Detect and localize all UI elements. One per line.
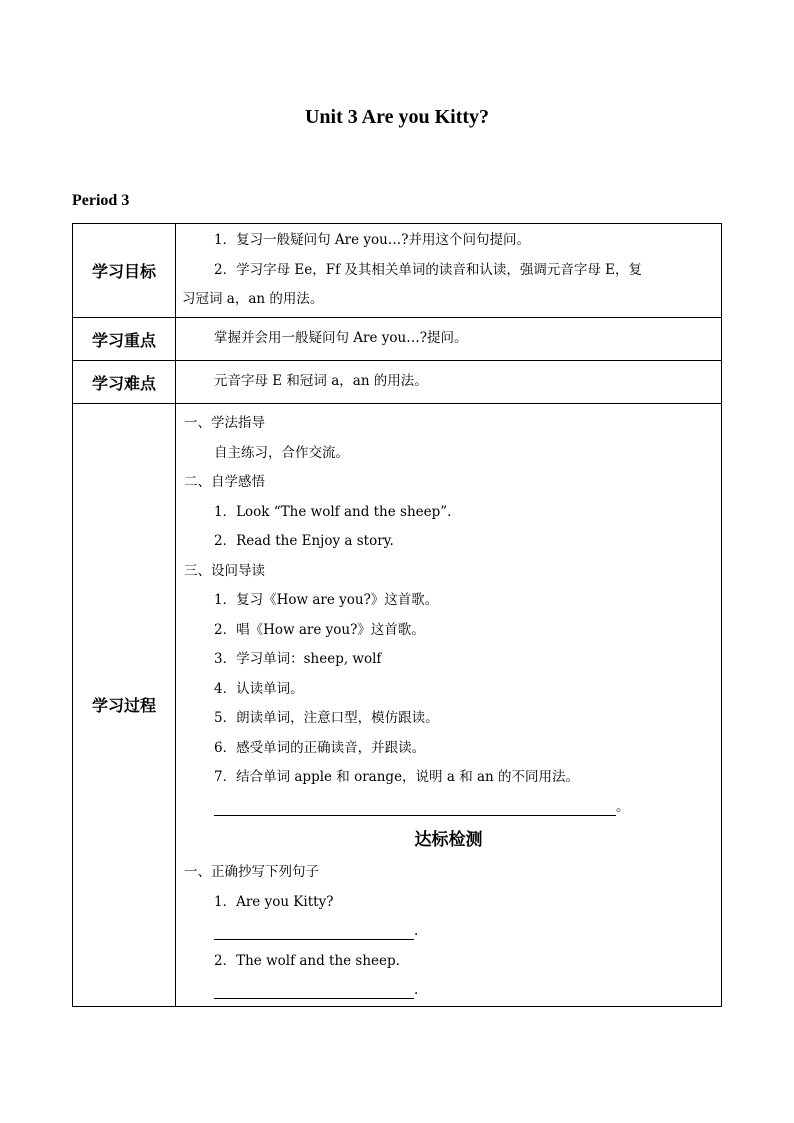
check-title: 达标检测: [414, 830, 483, 850]
blank-end-mark: 。: [616, 798, 630, 815]
process-label: 学习过程: [73, 404, 176, 1007]
section-2-item-2: 2．Read the Enjoy a story.: [214, 533, 394, 549]
section-3-item-4: 4．认读单词。: [214, 680, 304, 697]
section-3-heading: 三、设问导读: [184, 562, 265, 579]
answer-blank[interactable]: [214, 799, 616, 816]
process-row: [73, 404, 722, 1007]
objective-content: [176, 224, 722, 318]
lesson-table: [72, 223, 722, 1007]
blank-1-end-mark: .: [414, 923, 419, 939]
process-content: [176, 404, 722, 1007]
copy-blank-2[interactable]: [214, 982, 414, 999]
difficulty-row: [73, 361, 722, 404]
difficulty-content: [176, 361, 722, 404]
objective-row: [73, 224, 722, 318]
page-title: Unit 3 Are you Kitty?: [304, 106, 490, 128]
section-3-item-1: 1．复习《How are you?》这首歌。: [214, 592, 439, 608]
section-1-heading: 一、学法指导: [184, 415, 265, 431]
objective-line-1: 1．复习一般疑问句 Are you…?并用这个问句提问。: [214, 232, 531, 249]
section-2-item-1: 1．Look “The wolf and the sheep”.: [214, 503, 452, 520]
exercise-1-item-1: 1．Are you Kitty?: [214, 893, 334, 910]
focus-text: 掌握并会用一般疑问句 Are you…?提问。: [214, 330, 468, 347]
focus-content: [176, 318, 722, 361]
exercise-1-blank-1-line: [176, 917, 721, 947]
period-label: Period 3: [72, 192, 130, 209]
section-3-item-2: 2．唱《How are you?》这首歌。: [214, 621, 425, 638]
section-3-item-5: 5．朗读单词，注意口型，模仿跟读。: [214, 710, 439, 726]
exercise-1-item-2: 2．The wolf and the sheep.: [214, 952, 400, 969]
section-3-answer-line: [176, 793, 721, 823]
section-3-item-7: 7．结合单词 apple 和 orange，说明 a 和 an 的不同用法。: [214, 769, 580, 785]
exercise-1-blank-2-line: [176, 976, 721, 1006]
difficulty-label: 学习难点: [73, 361, 176, 404]
objective-label: 学习目标: [73, 224, 176, 318]
objective-line-2: 2．学习字母 Ee，Ff 及其相关单词的读音和认读，强调元音字母 E，复: [214, 261, 643, 278]
section-3-item-6: 6．感受单词的正确读音，并跟读。: [214, 739, 426, 756]
objective-line-3: 习冠词 a，an 的用法。: [182, 291, 324, 308]
section-1-text: 自主练习，合作交流。: [214, 444, 349, 461]
copy-blank-1[interactable]: [214, 923, 414, 940]
difficulty-text: 元音字母 E 和冠词 a，an 的用法。: [214, 373, 428, 390]
focus-label: 学习重点: [73, 318, 176, 361]
section-3-item-3: 3．学习单词：sheep, wolf: [214, 651, 382, 667]
section-2-heading: 二、自学感悟: [184, 474, 265, 490]
exercise-1-heading: 一、正确抄写下列句子: [184, 864, 319, 880]
blank-2-end-mark: .: [414, 982, 419, 998]
focus-row: [73, 318, 722, 361]
